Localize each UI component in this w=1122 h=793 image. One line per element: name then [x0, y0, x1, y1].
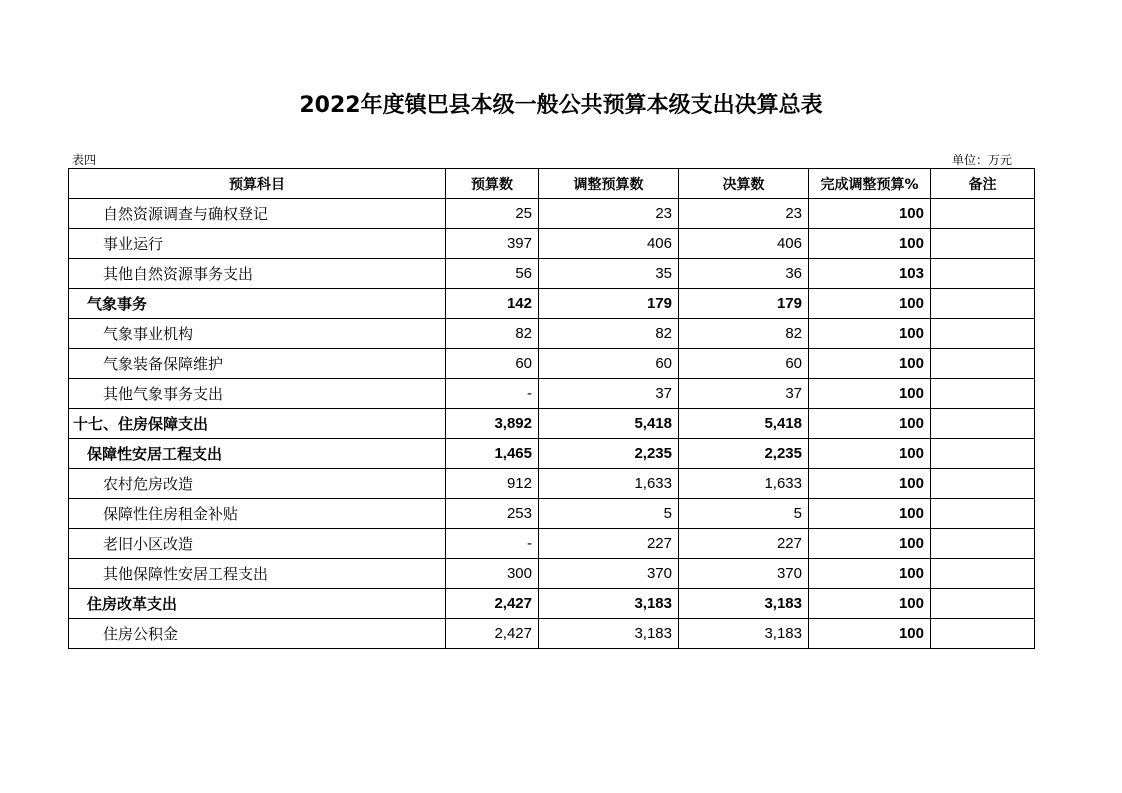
row-completion-pct-cell: 100 — [809, 589, 931, 619]
row-completion-pct-cell: 100 — [809, 499, 931, 529]
row-completion-pct-cell: 100 — [809, 559, 931, 589]
table-row — [69, 529, 1035, 559]
row-completion-pct-cell: 100 — [809, 229, 931, 259]
row-budget-cell: 912 — [446, 469, 539, 499]
row-budget-cell: 2,427 — [446, 589, 539, 619]
row-adjusted-cell: 37 — [539, 379, 679, 409]
row-final-cell: 5,418 — [679, 409, 809, 439]
table-row — [69, 589, 1035, 619]
row-note-cell — [931, 619, 1035, 649]
row-completion-pct-cell: 100 — [809, 439, 931, 469]
table-row — [69, 379, 1035, 409]
row-adjusted-cell: 2,235 — [539, 439, 679, 469]
row-adjusted-cell: 370 — [539, 559, 679, 589]
row-completion-pct-cell: 100 — [809, 319, 931, 349]
row-final-cell: 179 — [679, 289, 809, 319]
row-budget-cell: 1,465 — [446, 439, 539, 469]
row-final-cell: 1,633 — [679, 469, 809, 499]
row-subject-cell: 气象事务 — [69, 289, 446, 319]
row-note-cell — [931, 559, 1035, 589]
row-note-cell — [931, 319, 1035, 349]
header-note: 备注 — [931, 169, 1035, 199]
table-row — [69, 229, 1035, 259]
row-final-cell: 36 — [679, 259, 809, 289]
row-budget-cell: 56 — [446, 259, 539, 289]
row-completion-pct-cell: 100 — [809, 199, 931, 229]
row-adjusted-cell: 5,418 — [539, 409, 679, 439]
row-note-cell — [931, 589, 1035, 619]
row-adjusted-cell: 82 — [539, 319, 679, 349]
row-subject-cell: 气象事业机构 — [69, 319, 446, 349]
table-row — [69, 439, 1035, 469]
row-subject-cell: 自然资源调查与确权登记 — [69, 199, 446, 229]
row-adjusted-cell: 60 — [539, 349, 679, 379]
row-note-cell — [931, 229, 1035, 259]
row-budget-cell: - — [446, 379, 539, 409]
table-row — [69, 319, 1035, 349]
row-subject-cell: 老旧小区改造 — [69, 529, 446, 559]
row-note-cell — [931, 349, 1035, 379]
table-row — [69, 349, 1035, 379]
row-completion-pct-cell: 100 — [809, 619, 931, 649]
row-note-cell — [931, 289, 1035, 319]
row-budget-cell: 2,427 — [446, 619, 539, 649]
row-adjusted-cell: 3,183 — [539, 589, 679, 619]
row-budget-cell: 253 — [446, 499, 539, 529]
row-final-cell: 5 — [679, 499, 809, 529]
row-budget-cell: 142 — [446, 289, 539, 319]
row-final-cell: 406 — [679, 229, 809, 259]
row-final-cell: 3,183 — [679, 589, 809, 619]
row-final-cell: 370 — [679, 559, 809, 589]
row-subject-cell: 十七、住房保障支出 — [69, 409, 446, 439]
row-final-cell: 60 — [679, 349, 809, 379]
row-completion-pct-cell: 103 — [809, 259, 931, 289]
row-completion-pct-cell: 100 — [809, 409, 931, 439]
row-subject-cell: 其他保障性安居工程支出 — [69, 559, 446, 589]
row-subject-cell: 住房改革支出 — [69, 589, 446, 619]
table-row — [69, 259, 1035, 289]
row-budget-cell: 25 — [446, 199, 539, 229]
row-note-cell — [931, 409, 1035, 439]
row-budget-cell: - — [446, 529, 539, 559]
row-adjusted-cell: 5 — [539, 499, 679, 529]
row-adjusted-cell: 35 — [539, 259, 679, 289]
row-adjusted-cell: 227 — [539, 529, 679, 559]
row-completion-pct-cell: 100 — [809, 289, 931, 319]
row-final-cell: 23 — [679, 199, 809, 229]
table-row — [69, 499, 1035, 529]
row-subject-cell: 事业运行 — [69, 229, 446, 259]
row-budget-cell: 397 — [446, 229, 539, 259]
row-final-cell: 227 — [679, 529, 809, 559]
row-completion-pct-cell: 100 — [809, 349, 931, 379]
header-budget: 预算数 — [446, 169, 539, 199]
row-subject-cell: 其他自然资源事务支出 — [69, 259, 446, 289]
row-completion-pct-cell: 100 — [809, 379, 931, 409]
row-note-cell — [931, 469, 1035, 499]
table-body — [69, 199, 1035, 649]
row-adjusted-cell: 406 — [539, 229, 679, 259]
table-row — [69, 469, 1035, 499]
row-final-cell: 2,235 — [679, 439, 809, 469]
table-row — [69, 199, 1035, 229]
row-note-cell — [931, 259, 1035, 289]
row-subject-cell: 其他气象事务支出 — [69, 379, 446, 409]
row-subject-cell: 农村危房改造 — [69, 469, 446, 499]
table-row — [69, 289, 1035, 319]
row-budget-cell: 300 — [446, 559, 539, 589]
row-note-cell — [931, 439, 1035, 469]
budget-table — [68, 168, 1035, 649]
row-budget-cell: 82 — [446, 319, 539, 349]
unit-label: 单位：万元 — [951, 153, 1012, 167]
row-note-cell — [931, 199, 1035, 229]
row-final-cell: 3,183 — [679, 619, 809, 649]
table-header-row — [69, 169, 1035, 199]
row-subject-cell: 住房公积金 — [69, 619, 446, 649]
header-subject: 预算科目 — [69, 169, 446, 199]
row-budget-cell: 60 — [446, 349, 539, 379]
header-final: 决算数 — [679, 169, 809, 199]
row-subject-cell: 保障性住房租金补贴 — [69, 499, 446, 529]
table-row — [69, 409, 1035, 439]
row-note-cell — [931, 379, 1035, 409]
header-adjusted-budget: 调整预算数 — [539, 169, 679, 199]
table-row — [69, 559, 1035, 589]
header-completion-pct: 完成调整预算% — [809, 169, 931, 199]
row-note-cell — [931, 529, 1035, 559]
row-final-cell: 37 — [679, 379, 809, 409]
page-title: 2022年度镇巴县本级一般公共预算本级支出决算总表 — [299, 93, 823, 118]
row-final-cell: 82 — [679, 319, 809, 349]
row-budget-cell: 3,892 — [446, 409, 539, 439]
row-note-cell — [931, 499, 1035, 529]
row-adjusted-cell: 179 — [539, 289, 679, 319]
row-adjusted-cell: 3,183 — [539, 619, 679, 649]
row-completion-pct-cell: 100 — [809, 529, 931, 559]
row-adjusted-cell: 1,633 — [539, 469, 679, 499]
row-completion-pct-cell: 100 — [809, 469, 931, 499]
table-number-label: 表四 — [72, 153, 97, 167]
row-subject-cell: 气象装备保障维护 — [69, 349, 446, 379]
row-subject-cell: 保障性安居工程支出 — [69, 439, 446, 469]
table-row — [69, 619, 1035, 649]
row-adjusted-cell: 23 — [539, 199, 679, 229]
